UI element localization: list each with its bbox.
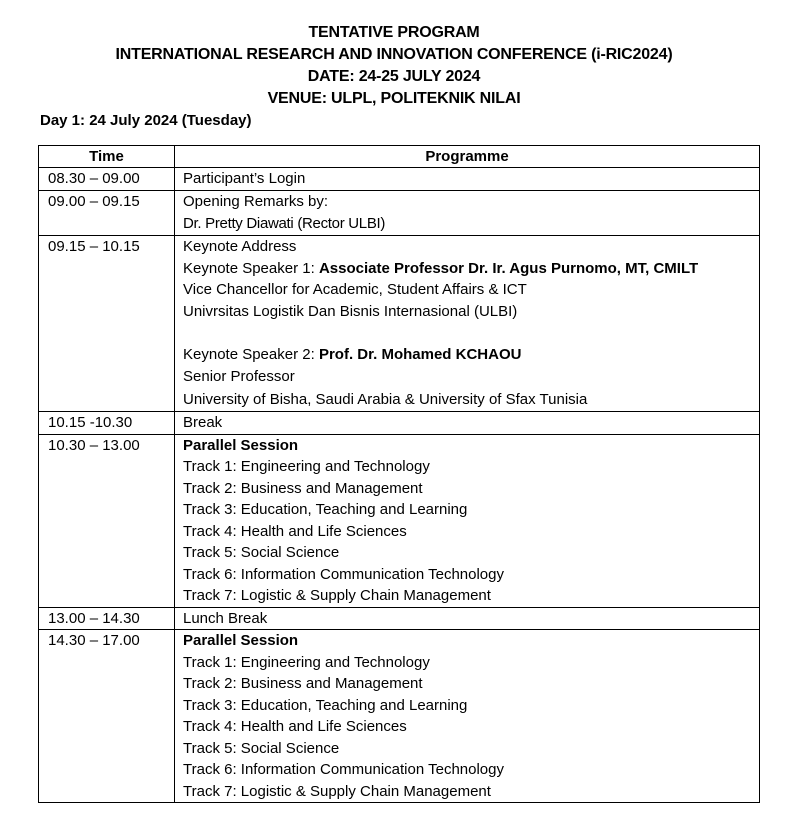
- speaker-prefix: Keynote Speaker 1:: [183, 259, 319, 277]
- programme-cell: [175, 630, 760, 803]
- track-item: Track 6: Information Communication Technology: [183, 565, 504, 583]
- table-row: [39, 190, 760, 236]
- header-venue: VENUE: ULPL, POLITEKNIK NILAI: [267, 90, 521, 107]
- table-row: [39, 630, 760, 803]
- column-header-time: Time: [39, 146, 175, 168]
- track-item: Track 5: Social Science: [183, 739, 340, 757]
- programme-cell: [175, 434, 760, 607]
- speaker-organization: Univrsitas Logistik Dan Bisnis Internasional (ULBI): [183, 302, 518, 320]
- header-date: DATE: 24-25 JULY 2024: [307, 68, 481, 85]
- programme-cell: [175, 168, 760, 191]
- speaker-prefix: Keynote Speaker 2:: [183, 345, 319, 363]
- keynote-speaker-2: [183, 344, 759, 366]
- track-item: Track 2: Business and Management: [183, 479, 423, 497]
- speaker-organization: University of Bisha, Saudi Arabia & University of Sfax Tunisia: [183, 391, 588, 408]
- track-item: Track 3: Education, Teaching and Learning: [183, 696, 468, 714]
- speaker-name: Associate Professor Dr. Ir. Agus Purnomo, MT, CMILT: [318, 259, 699, 277]
- spacer: [183, 322, 759, 344]
- programme-cell: [175, 190, 760, 236]
- track-item: Track 1: Engineering and Technology: [183, 653, 430, 671]
- time-cell: 10.15 -10.30: [39, 412, 175, 435]
- speaker-role: Senior Professor: [183, 368, 295, 385]
- time-cell: 09.15 – 10.15: [39, 236, 175, 412]
- speaker-name: Prof. Dr. Mohamed KCHAOU: [318, 345, 522, 363]
- track-item: Track 7: Logistic & Supply Chain Management: [183, 587, 491, 604]
- document-header: [0, 22, 788, 110]
- day-title: Day 1: 24 July 2024 (Tuesday): [40, 112, 252, 129]
- programme-cell: [175, 412, 760, 435]
- programme-line: Break: [183, 414, 223, 431]
- table-row: [39, 434, 760, 607]
- header-title: TENTATIVE PROGRAM: [308, 24, 480, 41]
- table-row: [39, 412, 760, 435]
- track-item: Track 4: Health and Life Sciences: [183, 718, 407, 735]
- session-title: Parallel Session: [183, 632, 299, 649]
- keynote-speaker-1: [183, 258, 759, 280]
- table-row: [39, 236, 760, 412]
- programme-line: Lunch Break: [183, 609, 268, 627]
- track-item: Track 4: Health and Life Sciences: [183, 522, 407, 540]
- speaker-role: Vice Chancellor for Academic, Student Affairs & ICT: [183, 281, 527, 298]
- table-header-row: [39, 146, 760, 168]
- column-header-programme: Programme: [175, 146, 760, 168]
- track-item: Track 2: Business and Management: [183, 675, 423, 692]
- programme-cell: [175, 607, 760, 630]
- time-cell: 08.30 – 09.00: [39, 168, 175, 191]
- header-conference: INTERNATIONAL RESEARCH AND INNOVATION CONFERENCE (i-RIC2024): [115, 46, 673, 63]
- track-item: Track 3: Education, Teaching and Learning: [183, 501, 468, 518]
- session-title: Parallel Session: [183, 436, 299, 454]
- programme-line: Participant’s Login: [183, 170, 306, 187]
- track-item: Track 7: Logistic & Supply Chain Management: [183, 782, 491, 800]
- track-item: Track 1: Engineering and Technology: [183, 458, 430, 475]
- keynote-title: Keynote Address: [183, 238, 297, 255]
- time-cell: 09.00 – 09.15: [39, 190, 175, 236]
- table-row: [39, 168, 760, 191]
- program-table: [38, 145, 760, 803]
- time-cell: 14.30 – 17.00: [39, 630, 175, 803]
- time-cell: 13.00 – 14.30: [39, 607, 175, 630]
- programme-line: Opening Remarks by:: [183, 192, 329, 210]
- programme-line: Dr. Pretty Diawati (Rector ULBI): [183, 215, 386, 232]
- table-row: [39, 607, 760, 630]
- time-cell: 10.30 – 13.00: [39, 434, 175, 607]
- track-item: Track 5: Social Science: [183, 544, 340, 561]
- programme-cell: [175, 236, 760, 412]
- track-item: Track 6: Information Communication Technology: [183, 761, 504, 778]
